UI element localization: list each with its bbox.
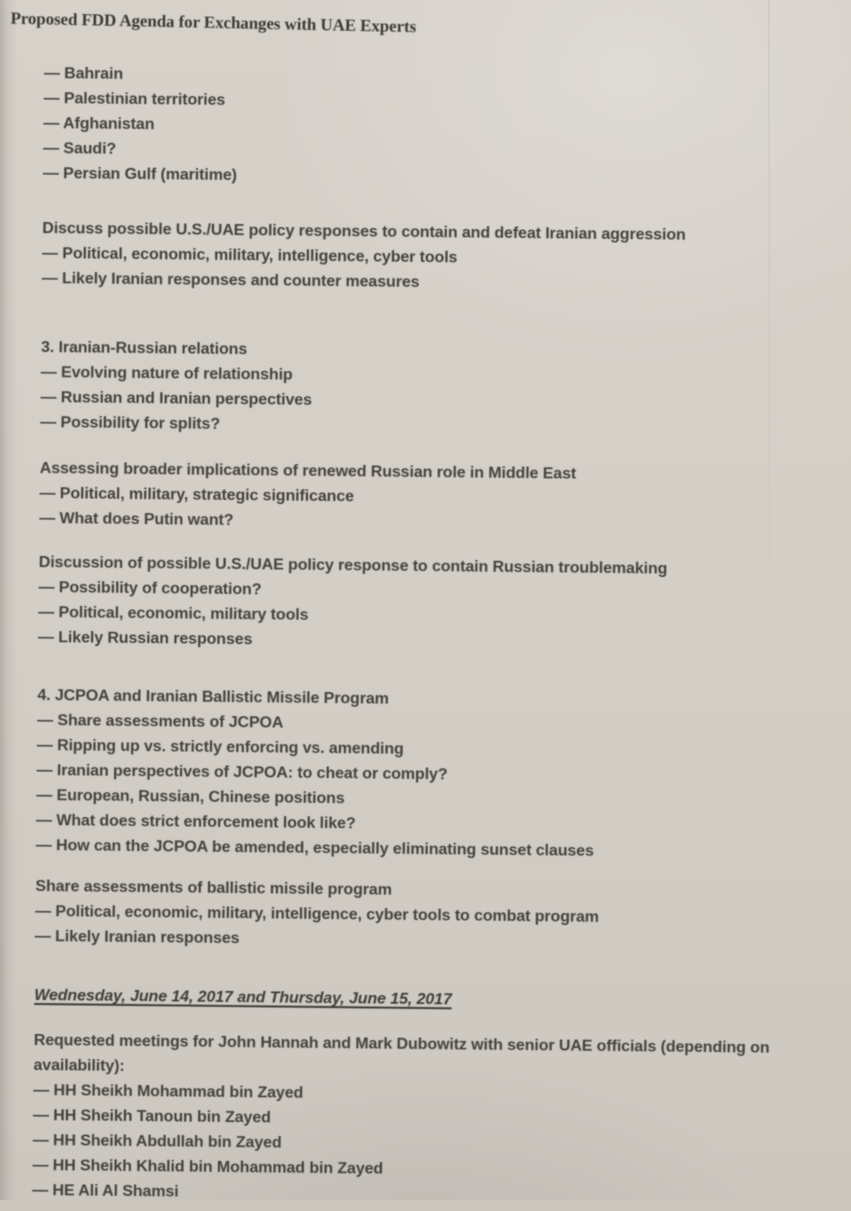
- section-ballistic-missile-assessments: [35, 874, 842, 957]
- document-title: Proposed FDD Agenda for Exchanges with UAE Experts: [10, 8, 417, 37]
- agenda-item: — Political, military, strategic significance: [39, 484, 355, 506]
- section-lead: Assessing broader implications of renewed Russian role in Middle East: [39, 459, 577, 483]
- section-heading: 3. Iranian-Russian relations: [40, 338, 248, 359]
- section-iranian-russian-relations: [40, 335, 847, 443]
- section-russia-policy-response: [38, 550, 845, 658]
- document-content: [10, 6, 850, 1211]
- agenda-item: — Likely Russian responses: [37, 628, 253, 649]
- agenda-item: — Afghanistan: [43, 115, 155, 134]
- agenda-item: — Political, economic, military, intelligence, cyber tools to combat program: [35, 902, 599, 926]
- agenda-item: — Russian and Iranian perspectives: [40, 388, 312, 409]
- section-regional-topics: [43, 61, 850, 194]
- agenda-item: — Ripping up vs. strictly enforcing vs. amending: [36, 736, 404, 758]
- section-russian-role-implications: [39, 456, 846, 539]
- section-lead: Discuss possible U.S./UAE policy responses to contain and defeat Iranian aggression: [42, 220, 686, 244]
- agenda-item: — Iranian perspectives of JCPOA: to cheat or comply?: [36, 761, 448, 784]
- agenda-item: — Persian Gulf (maritime): [42, 165, 237, 185]
- section-date-heading: [34, 983, 840, 1016]
- agenda-item: — HE Ali Al Shamsi: [32, 1181, 179, 1201]
- section-iran-policy-responses: [42, 216, 849, 299]
- section-lead: Share assessments of ballistic missile program: [35, 877, 392, 899]
- section-lead: Discussion of possible U.S./UAE policy response to contain Russian troublemaking: [38, 553, 668, 578]
- agenda-item: — Palestinian territories: [43, 90, 226, 109]
- agenda-item: — HH Sheikh Mohammad bin Zayed: [33, 1081, 304, 1102]
- section-heading: 4. JCPOA and Iranian Ballistic Missile Program: [37, 686, 389, 708]
- agenda-item: — Evolving nature of relationship: [40, 363, 293, 384]
- date-heading: Wednesday, June 14, 2017 and Thursday, June 15, 2017: [34, 986, 452, 1009]
- agenda-item: — Possibility for splits?: [40, 413, 221, 433]
- agenda-item: — Bahrain: [43, 65, 124, 83]
- agenda-item: — What does Putin want?: [39, 509, 234, 530]
- agenda-item: — HH Sheikh Tanoun bin Zayed: [32, 1106, 271, 1127]
- agenda-item: — Political, economic, military, intelligence, cyber tools: [41, 245, 458, 267]
- agenda-item: — Possibility of cooperation?: [38, 578, 262, 599]
- section-jcpoa-missile-program: [36, 683, 844, 866]
- agenda-item: — Share assessments of JCPOA: [37, 711, 284, 732]
- section-requested-meetings: [32, 1028, 840, 1211]
- agenda-item: — Political, economic, military tools: [38, 603, 309, 624]
- agenda-item: — HH Sheikh Khalid bin Mohammad bin Zayed: [32, 1156, 384, 1178]
- section-lead: Requested meetings for John Hannah and Mark Dubowitz with senior UAE officials (depending on availability):: [33, 1031, 770, 1075]
- agenda-item: — Saudi?: [43, 140, 117, 158]
- agenda-item: — How can the JCPOA be amended, especially eliminating sunset clauses: [35, 836, 594, 860]
- agenda-item: — Likely Iranian responses and counter measures: [41, 269, 420, 291]
- agenda-item: — HH Sheikh Abdullah bin Zayed: [32, 1131, 282, 1152]
- agenda-item: — Likely Iranian responses: [34, 927, 240, 948]
- agenda-item: — What does strict enforcement look like?: [35, 811, 356, 833]
- agenda-item: — European, Russian, Chinese positions: [36, 786, 345, 808]
